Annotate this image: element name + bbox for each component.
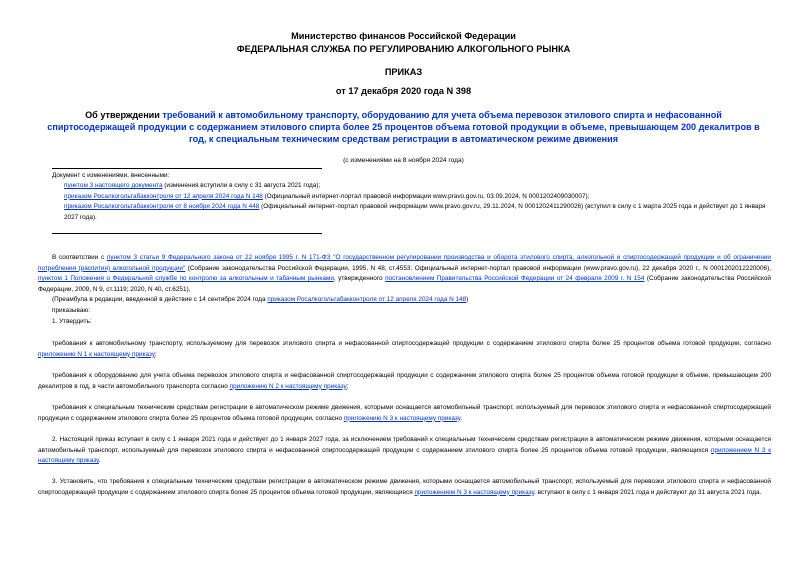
- amendment-item: приказом Росалкогольтабакконтроля от 8 ноября 2024 года N 448 (Официальный интернет-портал правовой информации www.pravo.gov.ru, 29.11.2024, N 0001202411290026) (вступил в силу с 1 марта 2025 года и действует до 1 января 2027 года).: [64, 203, 766, 221]
- resolution-link[interactable]: постановлением Правительства Российской Федерации от 24 февраля 2009 г. N 154: [385, 275, 645, 283]
- requirement-3: требования к специальным техническим средствам регистрации в автоматическом режиме движения, которыми оснащается автомобильный транспорт, используемый для перевозок этилового спирта и нефасованной спиртосодержащей продукции с содержанием этилового спирта более 25 процентов объема готовой продукции, согласно приложению N 3 к настоящему приказу.: [38, 404, 771, 422]
- bottom-divider: [52, 233, 322, 234]
- service-heading: ФЕДЕРАЛЬНАЯ СЛУЖБА ПО РЕГУЛИРОВАНИЮ АЛКОГОЛЬНОГО РЫНКА: [236, 44, 571, 54]
- amendments-block: [52, 171, 771, 223]
- doc-type-heading: ПРИКАЗ: [384, 67, 423, 77]
- ministry-heading: Министерство финансов Российской Федерации: [291, 31, 516, 41]
- law-link[interactable]: пунктом 3 статьи 9 Федерального закона от 22 ноября 1995 г. N 171-ФЗ "О государственном регулировании производства и оборота этилового спирта, алкогольной и спиртосодержащей продукции и об ограничении потребления (распития) алкогольной продукции": [38, 254, 771, 272]
- amendment-item: приказом Росалкогольтабакконтроля от 12 апреля 2024 года N 148 (Официальный интернет-портал правовой информации www.pravo.gov.ru, 03.09.2024, N 0001202409030007);: [64, 192, 590, 200]
- appendix-3-link[interactable]: приложению N 3 к настоящему приказу: [343, 414, 461, 422]
- appendix-3-link-clause-2[interactable]: приложением N 3 к настоящему приказу: [38, 446, 771, 465]
- requirement-1: требования к автомобильному транспорту, используемому для перевозок этилового спирта и нефасованной спиртосодержащей продукции с содержанием этилового спирта более 25 процентов объема готовой продукции, согласно приложению N 1 к настоящему приказу;: [38, 340, 771, 358]
- amendments-heading: Документ с изменениями, внесенными:: [52, 172, 170, 179]
- top-divider: [52, 168, 322, 169]
- appendix-3-link-clause-3[interactable]: приложением N 3 к настоящему приказу: [414, 488, 535, 496]
- amendment-link-2[interactable]: приказом Росалкогольтабакконтроля от 12 апреля 2024 года N 148: [64, 192, 263, 200]
- clause-2: 2. Настоящий приказ вступает в силу с 1 января 2021 года и действует до 1 января 2027 года, за исключением требований к специальным техническим средствам регистрации в автоматическом режиме движения, которыми оснащается автомобильный транспорт, используемый для перевозок этилового спирта и нефасованной спиртосодержащей продукции с содержанием этилового спирта более 25 процентов объема готовой продукции, являющихся приложением N 3 к настоящему приказу.: [38, 436, 771, 465]
- preamble-paragraph: В соответствии с пунктом 3 статьи 9 Федерального закона от 22 ноября 1995 г. N 171-ФЗ "О государственном регулировании производства и оборота этилового спирта, алкогольной и спиртосодержащей продукции и об ограничении потребления (распития) алкогольной продукции" (Собрание законодательства Российской Федерации, 1995, N 48, ст.4553; Официальный интернет-портал правовой информации (www.pravo.gov.ru), 22 декабря 2020 г., N 0001202012220006), пунктом 1 Положения о Федеральной службе по контролю за алкогольным и табачным рынками, утвержденного постановлением Правительства Российской Федерации от 24 февраля 2009 г. N 154 (Собрание законодательства Российской Федерации, 2009, N 9, ст.1119; 2020, N 40, ст.6251), (Преамбула в редакции, введенной в действие с 14 сентября 2024 года приказом Росалкогольтабакконтроля от 12 апреля 2024 года N 148) приказываю: 1. Утвердить:: [38, 253, 771, 327]
- regulation-link[interactable]: пунктом 1 Положения о Федеральной службе по контролю за алкогольным и табачным рынками: [38, 275, 334, 283]
- appendix-1-link[interactable]: приложению N 1 к настоящему приказу: [38, 350, 156, 358]
- appendix-2-link[interactable]: приложению N 2 к настоящему приказу: [229, 382, 347, 390]
- preamble-note: (Преамбула в редакции, введенной в действие с 14 сентября 2024 года приказом Росалкогольтабакконтроля от 12 апреля 2024 года N 148): [52, 296, 469, 304]
- amendment-link-1[interactable]: пунктом 3 настоящего документа: [64, 182, 163, 190]
- approve-item: 1. Утвердить:: [52, 317, 92, 325]
- document-title: [40, 110, 767, 145]
- requirement-2: требования к оборудованию для учета объема перевозок этилового спирта и нефасованной спиртосодержащей продукции с содержанием этилового спирта более 25 процентов объема готовой продукции в объеме, превышающем 200 декалитров в год, в части автомобильного транспорта согласно приложению N 2 к настоящему приказу;: [38, 372, 771, 390]
- preamble-order-link[interactable]: приказом Росалкогольтабакконтроля от 12 апреля 2024 года N 148: [267, 296, 467, 304]
- amendment-item: пунктом 3 настоящего документа (изменения вступили в силу с 31 августа 2021 года);: [64, 182, 321, 190]
- edition-note: (с изменениями на 8 ноября 2024 года): [343, 157, 464, 164]
- doc-date-number: от 17 декабря 2020 года N 398: [335, 86, 472, 96]
- amendment-link-3[interactable]: приказом Росалкогольтабакконтроля от 8 ноября 2024 года N 448: [64, 203, 260, 211]
- title-prefix: Об утверждении: [85, 110, 163, 120]
- clause-3: 3. Установить, что требования к специальным техническим средствам регистрации в автоматическом режиме движения, которыми оснащается автомобильный транспорт, используемый для перевозки этилового спирта и нефасованной спиртосодержащей продукции с содержанием этилового спирта более 25 процентов объема готовой продукции, являющиеся приложением N 3 к настоящему приказу, вступают в силу с 1 января 2021 года и действуют до 31 августа 2021 года.: [38, 478, 771, 496]
- order-word: приказываю:: [52, 306, 90, 314]
- title-link[interactable]: требований к автомобильному транспорту, оборудованию для учета объема перевозок этилового спирта и нефасованной спиртосодержащей продукции с содержанием этилового спирта более 25 процентов объема готовой продукции в объеме, превышающем 200 декалитров в год, к специальным техническим средствам регистрации в автоматическом режиме движения: [47, 110, 760, 144]
